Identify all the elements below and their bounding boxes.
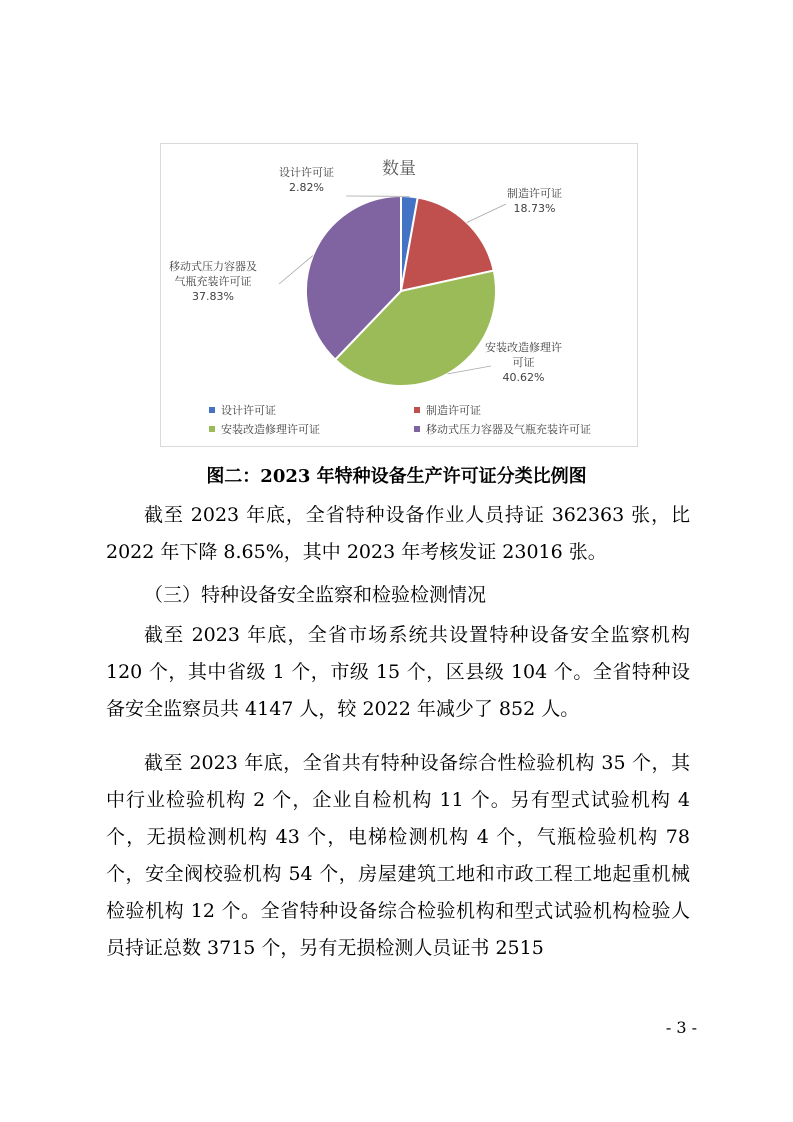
leader-line [467,204,506,223]
chart-legend [209,402,619,437]
data-label-design [279,165,334,195]
legend-swatch [209,407,215,413]
data-label-text: 制造许可证 [507,187,562,200]
section-heading: （三）特种设备安全监察和检验检测情况 [144,584,487,606]
legend-label: 设计许可证 [221,404,276,417]
paragraph-supervision: 截至 2023 年底，全省市场系统共设置特种设备安全监察机构 120 个，其中省级 1 个，市级 15 个，区县级 104 个。全省特种设备安全监察员共 4147 人，较 2022 年减少了 852 人。 [106,624,690,720]
data-label-value: 40.62% [502,371,545,384]
data-label-text: 气瓶充装许可证 [174,275,252,288]
legend-item [414,402,619,418]
pie-chart [160,143,638,447]
data-label-text: 安装改造修理许 [485,341,562,354]
legend-swatch [209,426,215,432]
legend-item [414,421,619,437]
legend-label: 移动式压力容器及气瓶充装许可证 [426,423,591,436]
paragraph-inspection: 截至 2023 年底，全省共有特种设备综合性检验机构 35 个，其中行业检验机构 2 个，企业自检机构 11 个。另有型式试验机构 4 个，无损检测机构 43 个，电梯检测机构 4 个，气瓶检验机构 78 个，安全阀校验机构 54 个，房屋建筑工地和市政工程工地起重机械检验机构 12 个。全省特种设备综合检验机构和型式试验机构检验人员持证总数 3715 个，另有无损检测人员证书 2515 [106,752,690,959]
chart-title: 数量 [382,159,416,179]
figure-caption: 图二：2023 年特种设备生产许可证分类比例图 [206,466,587,487]
legend-item [209,421,414,437]
data-label-value: 2.82% [289,181,324,194]
data-label-mobile [169,259,257,304]
legend-swatch [414,426,420,432]
legend-swatch [414,407,420,413]
data-label-text: 可证 [512,356,535,369]
legend-label: 安装改造修理许可证 [221,423,320,436]
data-label-manufacture [507,186,562,216]
legend-label: 制造许可证 [426,404,481,417]
data-label-text: 设计许可证 [279,166,334,179]
page-number: - 3 - [665,1018,697,1037]
data-label-install [485,340,562,385]
data-label-text: 移动式压力容器及 [169,260,257,273]
legend-item [209,402,414,418]
data-label-value: 18.73% [513,202,556,215]
paragraph-personnel: 截至 2023 年底，全省特种设备作业人员持证 362363 张，比 2022 年下降 8.65%，其中 2023 年考核发证 23016 张。 [106,504,690,563]
data-label-value: 37.83% [192,290,234,303]
